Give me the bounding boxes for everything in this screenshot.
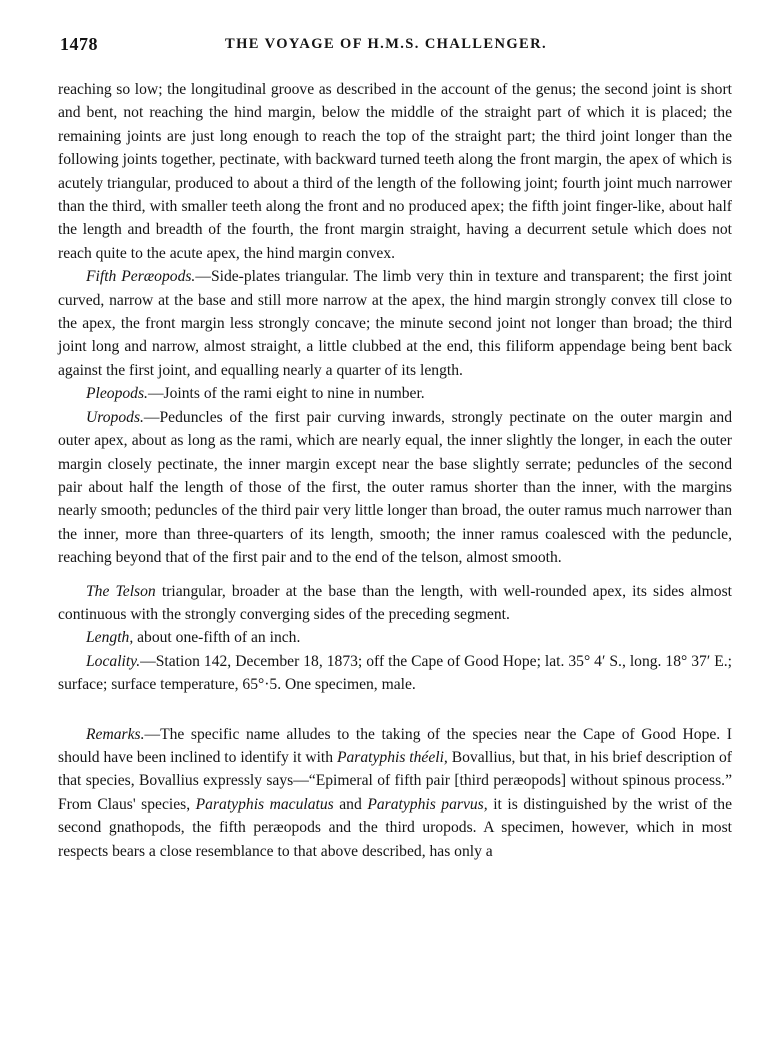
section-heading-fifth-pereopods: Fifth Peræopods. — [86, 268, 196, 286]
paragraph-uropods — [58, 406, 732, 570]
section-heading-pleopods: Pleopods. — [86, 385, 148, 403]
paragraph-text: it is distinguished by the wrist of the second gnathopods, the fifth peræopods and the third uropods. A specimen, however, which in most respects bears a close resemblance to that above described, has only a — [58, 795, 733, 860]
paragraph-text: —Station 142, December 18, 1873; off the Cape of Good Hope; lat. 35° 4′ S., long. 18° 37′ E.; surface; surface temperature, 65°·5. One specimen, male. — [58, 652, 732, 694]
paragraph-text: and — [333, 795, 368, 813]
running-title: THE VOYAGE OF H.M.S. CHALLENGER. — [225, 36, 547, 52]
section-heading-telson: The Telson — [86, 582, 156, 600]
paragraph-locality — [58, 650, 732, 697]
page-body — [58, 78, 732, 863]
paragraph-text: Bovallius, but that, in his brief description of that species, Bovallius expressly says—“Epimeral of fifth pair [third peræopods] without spinous process.” From Claus' species, — [58, 748, 732, 813]
paragraph-length — [58, 626, 732, 649]
page-number: 1478 — [60, 34, 98, 54]
paragraph-text: —Peduncles of the first pair curving inwards, strongly pectinate on the outer margin and outer apex, about as long as the rami, which are nearly equal, the inner slightly the longer, in each the outer margin closely pectinate, the inner margin except near the base slightly serrate; peduncles of the second pair about half the length of those of the first, the outer ramus shorter than the inner, with the margins nearly smooth; peduncles of the third pair very little longer than broad, the outer ramus much narrower than the inner, more than three-quarters of its length, smooth; the inner ramus coalesced with the peduncle, reaching beyond that of the first pair and to the end of the telson, almost smooth. — [58, 408, 732, 567]
paragraph-text: triangular, broader at the base than the length, with well-rounded apex, its sides almost continuous with the strongly converging sides of the preceding segment. — [58, 582, 732, 623]
paragraph-text: about one-fifth of an inch. — [133, 629, 301, 647]
paragraph-text: —Side-plates triangular. The limb very thin in texture and transparent; the first joint curved, narrow at the base and still more narrow at the apex, the hind margin strongly convex till close to the apex, the front margin less strongly concave; the minute second joint not longer than broad; the third joint long and narrow, almost straight, a little clubbed at the end, this filiform appendage being bent back against the first joint, and equalling nearly a quarter of its length. — [58, 268, 732, 379]
paragraph-continuation: reaching so low; the longitudinal groove as described in the account of the genus; the second joint is short and bent, not reaching the hind margin, below the middle of the straight part of which it is placed; the remaining joints are just long enough to reach the top of the straight part; the third joint longer than the following joints together, pectinate, with backward turned teeth along the front margin, the apex of which is acutely triangular, produced to about a third of the length of the following joint; fourth joint much narrower than the third, with smaller teeth along the front and no produced apex; the fifth joint finger-like, about half the length and breadth of the fourth, the front margin straight, having a decurrent setule which does not reach quite to the acute apex, the hind margin convex. — [58, 81, 732, 262]
page-header — [52, 34, 720, 58]
paragraph-pleopods — [58, 382, 732, 405]
section-heading-locality: Locality. — [86, 652, 141, 670]
paragraph-fifth-pereopods — [58, 265, 732, 382]
section-heading-uropods: Uropods. — [86, 408, 144, 426]
species-name: Paratyphis théeli, — [336, 748, 448, 766]
section-heading-length: Length, — [86, 629, 134, 647]
paragraph-text: —The specific name alludes to the taking of the species near the Cape of Good Hope. I should have been inclined to identify it with — [58, 725, 732, 766]
paragraph-remarks — [58, 723, 732, 863]
section-heading-remarks: Remarks. — [86, 725, 145, 743]
paragraph-telson — [58, 580, 732, 627]
species-name: Paratyphis parvus, — [367, 795, 488, 813]
paragraph-text: —Joints of the rami eight to nine in number. — [147, 385, 425, 403]
species-name: Paratyphis maculatus — [195, 795, 334, 813]
